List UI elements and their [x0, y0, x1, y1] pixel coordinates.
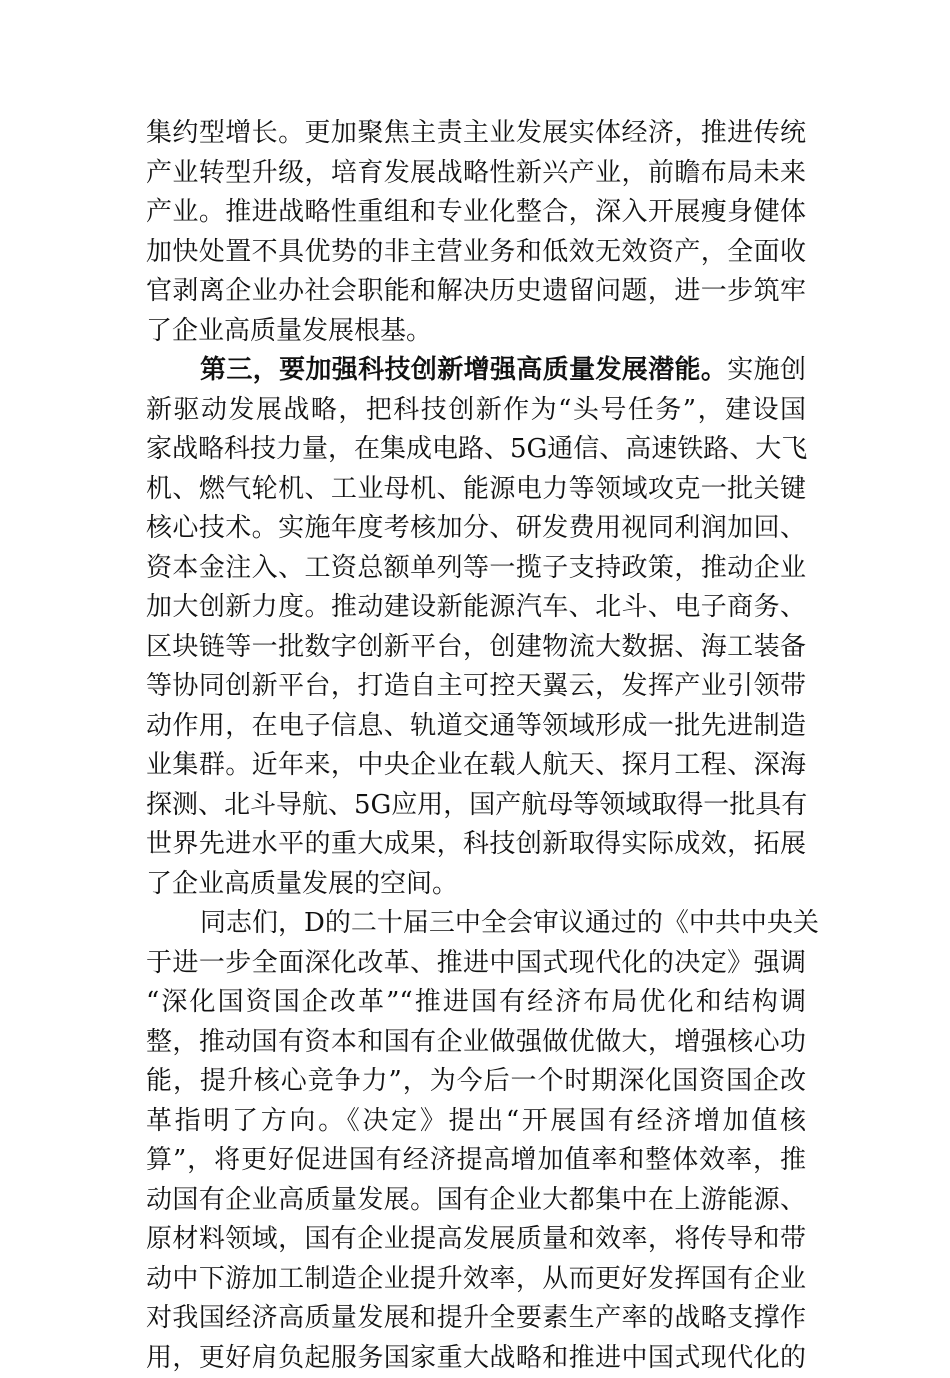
text-line: 动国有企业高质量发展。国有企业大都集中在上游能源、	[146, 1181, 806, 1221]
text-line: 资本金注入、工资总额单列等一揽子支持政策，推动企业	[146, 549, 806, 589]
text-line: 家战略科技力量，在集成电路、5G通信、高速铁路、大飞	[146, 430, 806, 470]
text-line: 集约型增长。更加聚焦主责主业发展实体经济，推进传统	[146, 114, 806, 154]
text-line: 整，推动国有资本和国有企业做强做优做大，增强核心功	[146, 1023, 806, 1063]
text-line: 等协同创新平台，打造自主可控天翼云，发挥产业引领带	[146, 667, 806, 707]
text-line: 核心技术。实施年度考核加分、研发费用视同利润加回、	[146, 509, 806, 549]
paragraph-text: 实施创	[727, 355, 806, 385]
text-line: 原材料领域，国有企业提高发展质量和效率，将传导和带	[146, 1220, 806, 1260]
text-line: 探测、北斗导航、5G应用，国产航母等领域取得一批具有	[146, 786, 806, 826]
text-line: 官剥离企业办社会职能和解决历史遗留问题，进一步筑牢	[146, 272, 806, 312]
text-line: 对我国经济高质量发展和提升全要素生产率的战略支撑作	[146, 1299, 806, 1339]
text-line: 业集群。近年来，中央企业在载人航天、探月工程、深海	[146, 746, 806, 786]
text-line: 世界先进水平的重大成果，科技创新取得实际成效，拓展	[146, 825, 806, 865]
text-line: 产业转型升级，培育发展战略性新兴产业，前瞻布局未来	[146, 154, 806, 194]
paragraph-heading: 第三，要加强科技创新增强高质量发展潜能。	[200, 355, 727, 385]
text-line: 加大创新力度。推动建设新能源汽车、北斗、电子商务、	[146, 588, 806, 628]
text-line: 了企业高质量发展根基。	[146, 312, 806, 352]
text-line: 产业。推进战略性重组和专业化整合，深入开展瘦身健体	[146, 193, 806, 233]
paragraph-first-line	[146, 351, 806, 391]
text-line: 机、燃气轮机、工业母机、能源电力等领域攻克一批关键	[146, 470, 806, 510]
text-line: 用，更好肩负起服务国家重大战略和推进中国式现代化的	[146, 1339, 806, 1378]
text-line: 新驱动发展战略，把科技创新作为“头号任务”，建设国	[146, 391, 806, 431]
text-line: 加快处置不具优势的非主营业务和低效无效资产，全面收	[146, 233, 806, 273]
body-text	[146, 114, 806, 1378]
text-line: “深化国资国企改革”“推进国有经济布局优化和结构调	[146, 983, 806, 1023]
text-line: 动作用，在电子信息、轨道交通等领域形成一批先进制造	[146, 707, 806, 747]
text-line: 于进一步全面深化改革、推进中国式现代化的决定》强调	[146, 944, 806, 984]
text-line: 了企业高质量发展的空间。	[146, 865, 806, 905]
text-line: 动中下游加工制造企业提升效率，从而更好发挥国有企业	[146, 1260, 806, 1300]
text-line: 区块链等一批数字创新平台，创建物流大数据、海工装备	[146, 628, 806, 668]
text-line: 算”，将更好促进国有经济提高增加值率和整体效率，推	[146, 1141, 806, 1181]
text-line: 能，提升核心竞争力”，为今后一个时期深化国资国企改	[146, 1062, 806, 1102]
text-line: 革指明了方向。《决定》提出“开展国有经济增加值核	[146, 1102, 806, 1142]
paragraph-first-line: 同志们，D的二十届三中全会审议通过的《中共中央关	[146, 904, 806, 944]
